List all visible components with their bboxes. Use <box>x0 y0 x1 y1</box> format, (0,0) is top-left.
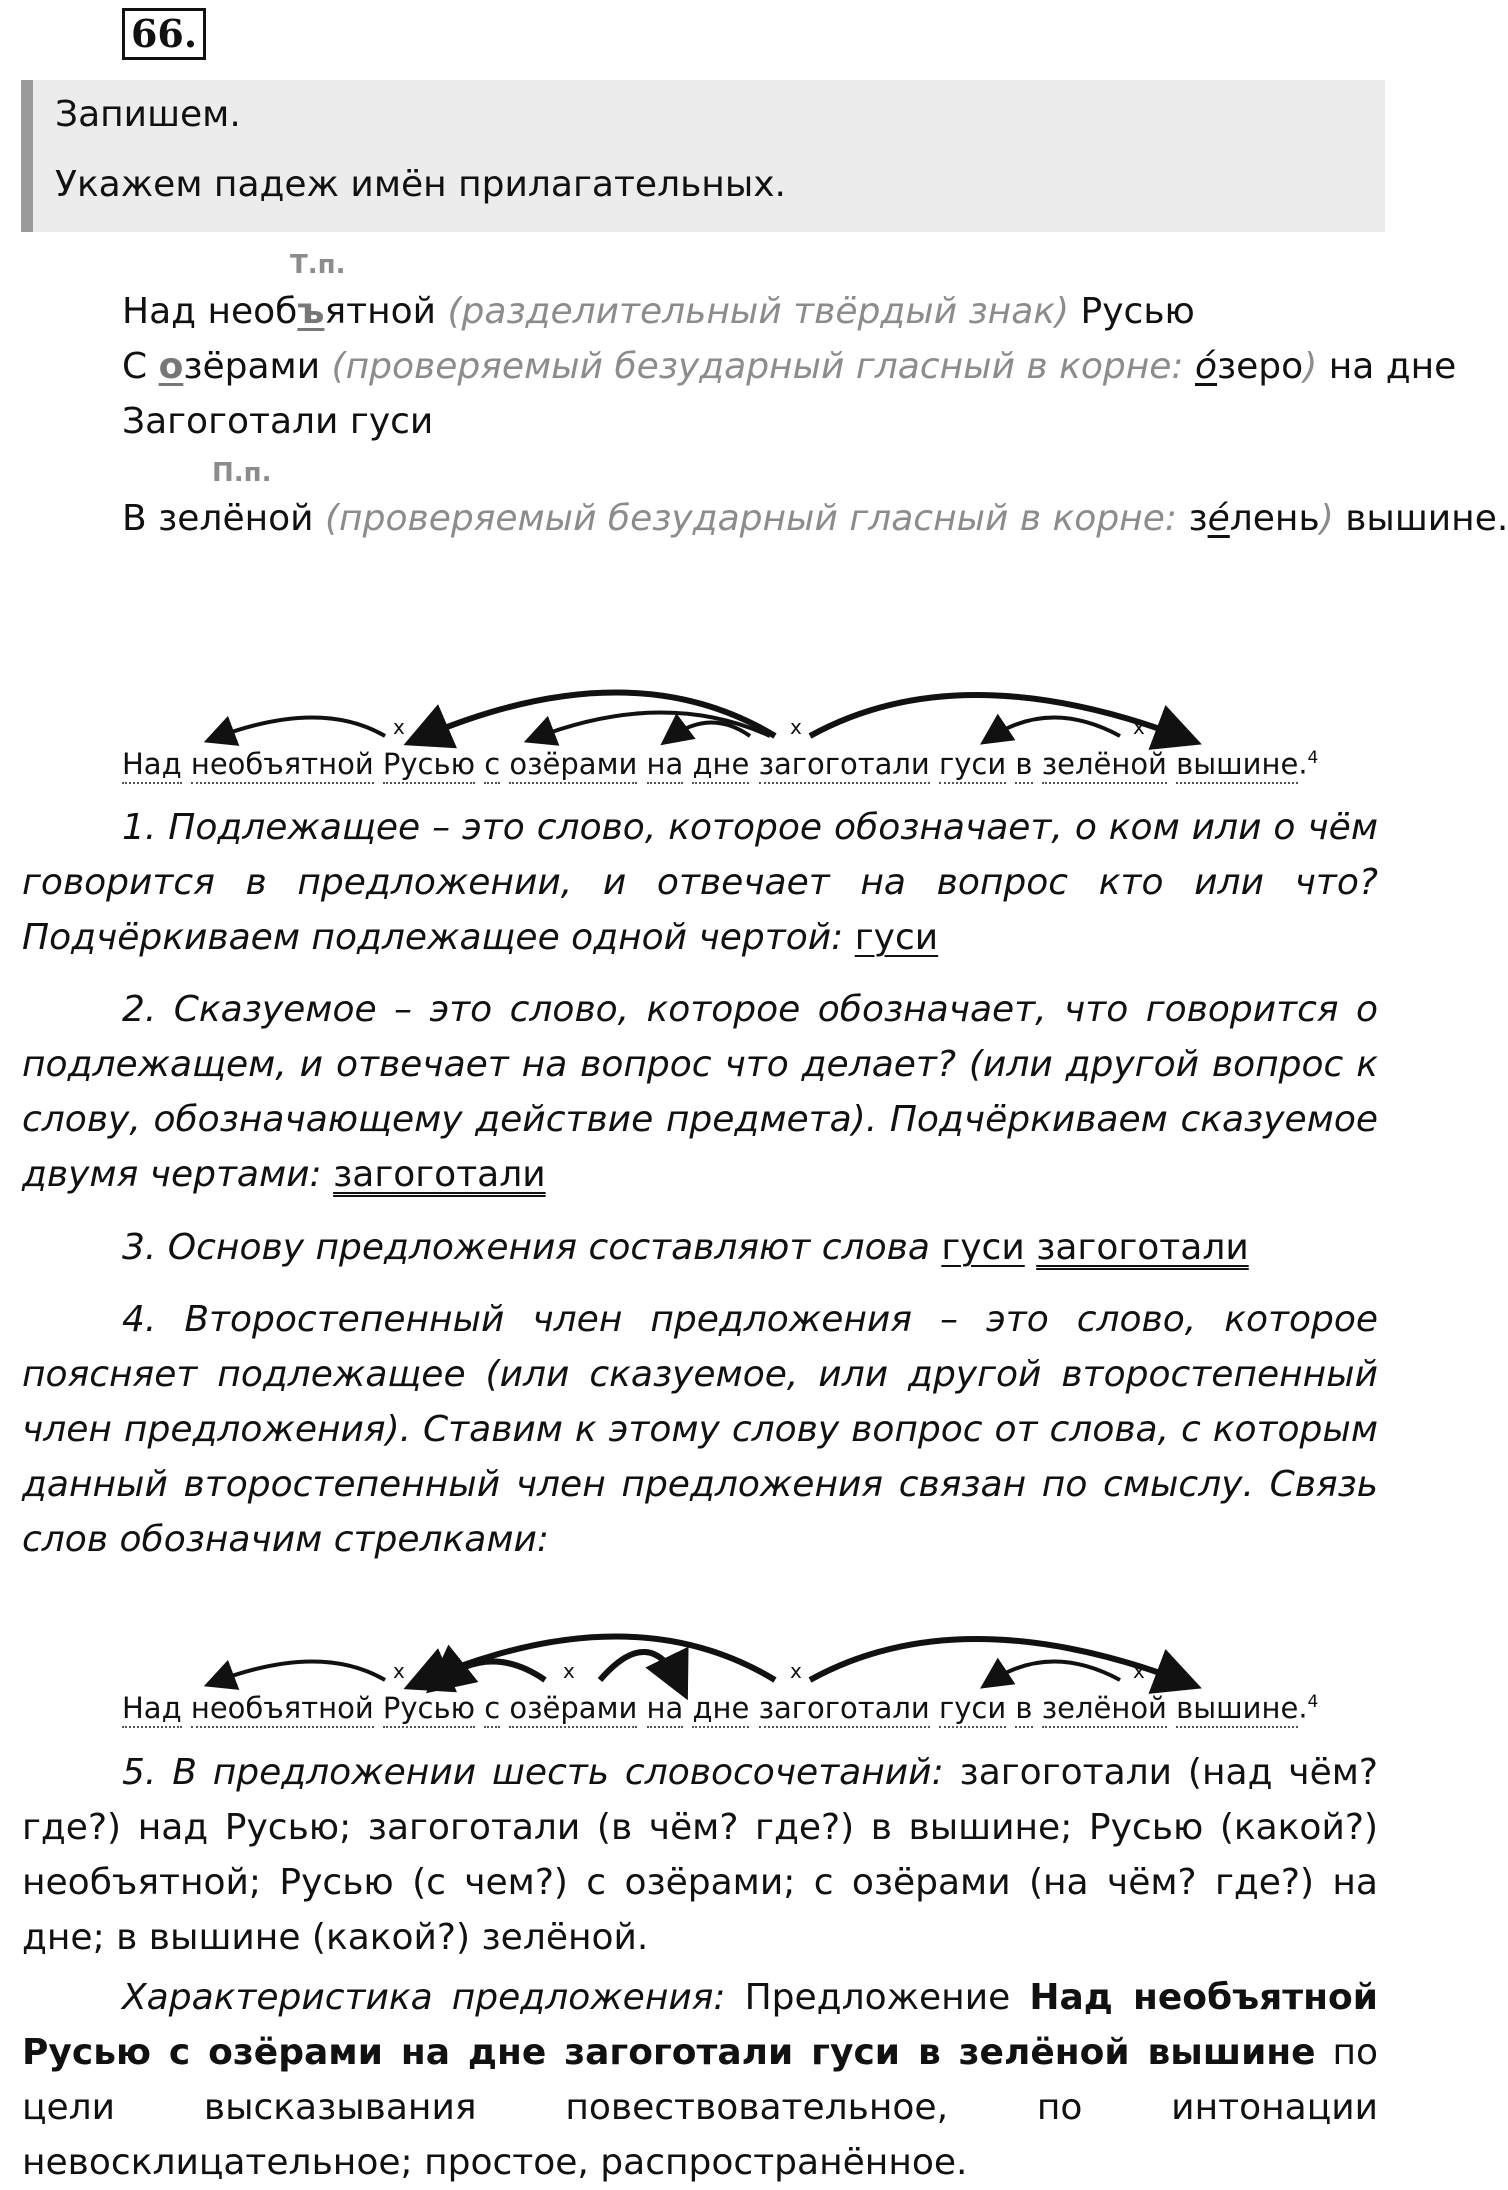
task-box <box>21 80 1385 232</box>
scheme-word: на <box>647 1691 684 1728</box>
poem-line-1 <box>122 290 1195 334</box>
poem-word: ятной <box>324 291 437 332</box>
arrow <box>440 1661 545 1682</box>
scheme-word: Русью <box>383 1691 475 1728</box>
footnote-mark: 4 <box>1307 748 1319 768</box>
paragraph-4: 4. Второстепенный член предложения – это слово, которое поясняет подлежащее (или сказуемое, или другой второстепенный член предложения). Ставим к этому слову вопрос от слова, с которым данный второстепенный член предложения связан по смыслу. Связь слов обозначим стрелками: <box>22 1299 1378 1560</box>
scheme-word: Над <box>122 747 182 784</box>
cross-mark: х <box>1133 1659 1145 1683</box>
scheme-word: Русью <box>383 747 475 784</box>
poem-line-2 <box>122 345 1456 389</box>
arrow <box>990 717 1120 738</box>
scheme-word: гуси <box>939 1691 1006 1728</box>
check-letter: о́ <box>1194 346 1218 387</box>
scheme-word: дне <box>692 747 749 784</box>
scheme-word: озёрами <box>509 1691 637 1728</box>
cross-mark: х <box>790 1659 802 1683</box>
scheme-sentence: Над необъятной Русью с озёрами на дне загоготали гуси в зелёной вышине.$^4$ <box>122 1684 1318 1726</box>
paragraph-2: 2. Сказуемое – это слово, которое обозначает, что говорится о подлежащем, и отвечает на вопрос что делает? (или другой вопрос к слову, обозначающему действие предмета). Подчёркиваем сказуемое двумя чертами: загоготали <box>22 989 1378 1195</box>
subject-word: гуси <box>854 917 939 958</box>
scheme-sentence: Над необъятной Русью с озёрами на дне загоготали гуси в зелёной вышине.$^4$ <box>122 740 1318 782</box>
scheme-word: в <box>1015 1691 1032 1728</box>
sentence-scheme-2 <box>110 1612 1319 1732</box>
marked-letter: ъ <box>297 291 325 332</box>
task-line-2: Укажем падеж имён прилагательных. <box>55 164 787 205</box>
case-label-1: Т.п. <box>290 250 346 280</box>
scheme-word: зелёной <box>1042 747 1167 784</box>
predicate-word: загоготали <box>1036 1227 1249 1268</box>
scheme-word: озёрами <box>509 747 637 784</box>
poem-line-4 <box>122 497 1508 541</box>
scheme-word: загоготали <box>759 747 930 784</box>
spelling-note: (разделительный твёрдый знак) <box>447 291 1070 332</box>
scheme-word: необъятной <box>191 1691 374 1728</box>
poem-word: В зелёной <box>122 498 314 539</box>
scheme-word: загоготали <box>759 1691 930 1728</box>
scheme-word: с <box>484 747 500 784</box>
spelling-note: (проверяемый безударный гласный в корне: зе́лень) <box>325 498 1334 539</box>
arrow <box>600 1652 680 1684</box>
cross-mark: х <box>563 1659 575 1683</box>
cross-mark: х <box>393 715 405 739</box>
exercise-number: 66. <box>122 8 206 60</box>
sentence-bold: Над необъятной Русью с озёрами на дне загоготали гуси в зелёной вышине <box>22 1977 1378 2073</box>
arrow <box>215 717 385 738</box>
scheme-word: на <box>647 747 684 784</box>
cross-mark: х <box>1133 715 1145 739</box>
marked-letter: о <box>158 346 184 387</box>
poem-word: зёрами <box>183 346 321 387</box>
arrow <box>215 1661 385 1682</box>
scheme-word: дне <box>692 1691 749 1728</box>
poem-word: Русью <box>1080 291 1195 332</box>
spelling-note: (проверяемый безударный гласный в корне: о́зеро) <box>331 346 1318 387</box>
poem-line-3: Загоготали гуси <box>122 401 434 442</box>
paragraph-1: 1. Подлежащее – это слово, которое обозначает, о ком или о чём говорится в предложении, и отвечает на вопрос кто или что? Подчёркиваем подлежащее одной чертой: гуси <box>22 807 1378 958</box>
scheme-word: зелёной <box>1042 1691 1167 1728</box>
case-label-2: П.п. <box>212 458 272 488</box>
cross-mark: х <box>393 1659 405 1683</box>
scheme-word: вышине <box>1176 1691 1298 1728</box>
task-line-1: Запишем. <box>55 94 241 135</box>
arrow <box>420 692 775 738</box>
footnote-mark: 4 <box>1307 1692 1319 1712</box>
poem-word: С <box>122 346 159 387</box>
scheme-word: в <box>1015 747 1032 784</box>
paragraph-5: 5. В предложении шесть словосочетаний: загоготали (над чём? где?) над Русью; загоготали (в чём? где?) в вышине; Русью (какой?) необъятной; Русью (с чем?) с озёрами; с озёрами (на чём? где?) на дне; в вышине (какой?) зелёной. <box>22 1752 1378 1958</box>
scheme-word: вышине <box>1176 747 1298 784</box>
check-letter: е́ <box>1207 498 1230 539</box>
cross-mark: х <box>790 715 802 739</box>
scheme-word: Над <box>122 1691 182 1728</box>
sentence-scheme-1 <box>110 668 1319 788</box>
paragraph-3: 3. Основу предложения составляют слова гуси загоготали <box>122 1227 1249 1268</box>
predicate-word: загоготали <box>333 1154 546 1195</box>
poem-word: вышине. <box>1345 498 1508 539</box>
subject-word: гуси <box>941 1227 1025 1268</box>
arrow <box>420 1636 775 1682</box>
scheme-word: с <box>484 1691 500 1728</box>
arrow <box>990 1661 1120 1682</box>
scheme-word: необъятной <box>191 747 374 784</box>
paragraph-6: Характеристика предложения: Предложение Над необъятной Русью с озёрами на дне загоготали гуси в зелёной вышине по цели высказывания повествовательное, по интонации невосклицательное; простое, распространённое. <box>22 1977 1379 2183</box>
poem-word: на дне <box>1328 346 1457 387</box>
poem-word: Над необ <box>122 291 298 332</box>
scheme-word: гуси <box>939 747 1006 784</box>
